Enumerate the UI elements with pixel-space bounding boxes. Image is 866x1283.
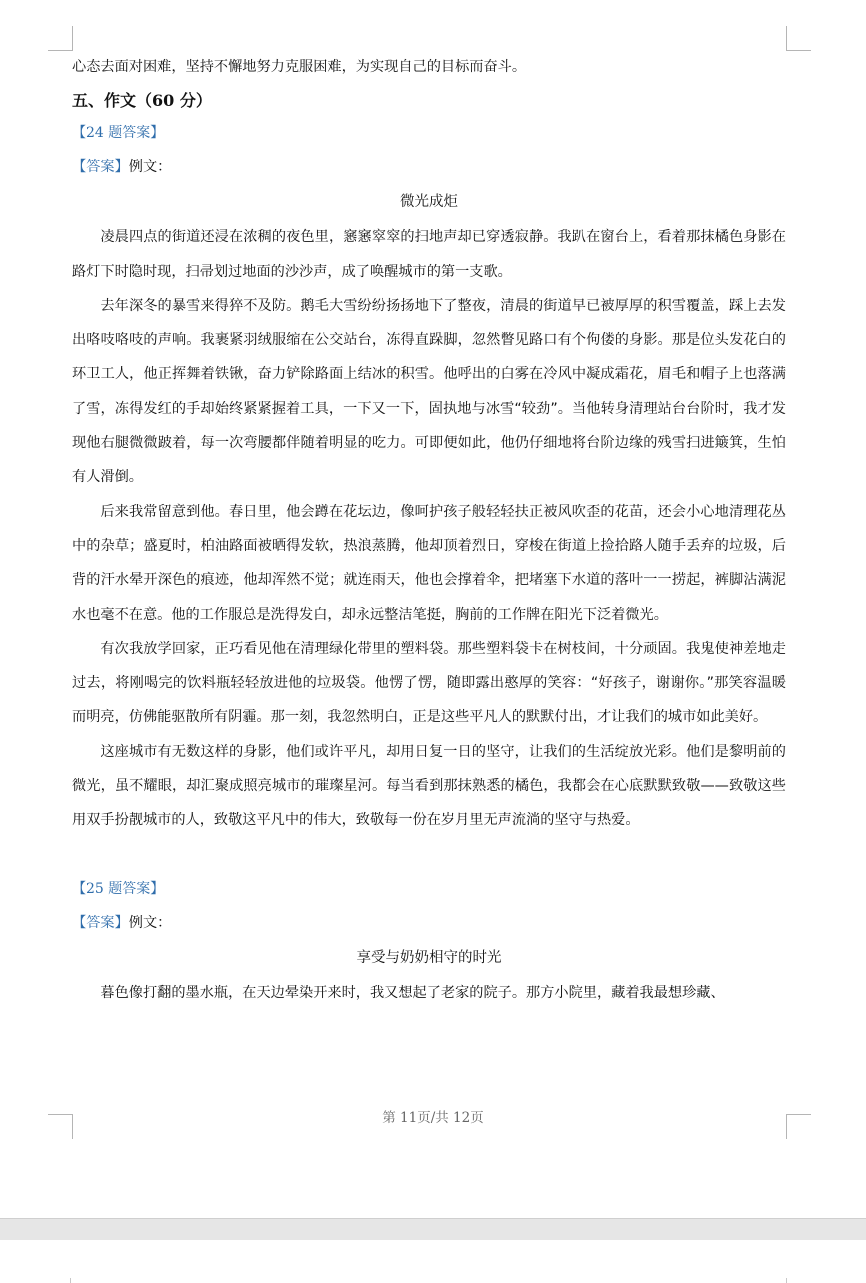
q25-answer-head <box>72 906 786 940</box>
page-content <box>72 50 786 1010</box>
q25-tag: 【25 题答案】 <box>72 880 165 897</box>
next-page-top <box>0 1240 866 1283</box>
q25-paragraph: 暮色像打翻的墨水瓶，在天边晕染开来时，我又想起了老家的院子。那方小院里，藏着我最想珍藏、 <box>100 984 725 1001</box>
crop-mark-top-left <box>48 26 73 51</box>
viewer-page-gap <box>0 1218 866 1241</box>
q24-answer-head <box>72 150 786 184</box>
q24-answer-label: 例文： <box>128 159 172 176</box>
q24-essay-title: 微光成炬 <box>400 194 458 211</box>
q24-paragraph: 后来我常留意到他。春日里，他会蹲在花坛边，像呵护孩子般轻轻扶正被风吹歪的花苗，还会小心地清理花丛中的杂草；盛夏时，柏油路面被晒得发软，热浪蒸腾，他却顶着烈日，穿梭在街道上捡拾路人随手丢弃的垃圾，后背的汗水晕开深色的痕迹，他却浑然不觉；就连雨天，他也会撑着伞，把堵塞下水道的落叶一一捞起，裤脚沾满泥水也毫不在意。他的工作服总是洗得发白，却永远整洁笔挺，胸前的工作牌在阳光下泛着微光。 <box>72 503 786 623</box>
q24-paragraph: 这座城市有无数这样的身影，他们或许平凡，却用日复一日的坚守，让我们的生活绽放光彩。他们是黎明前的微光，虽不耀眼，却汇聚成照亮城市的璀璨星河。每当看到那抹熟悉的橘色，我都会在心底默默致敬——致敬这些用双手扮靓城市的人，致敬这平凡中的伟大，致敬每一份在岁月里无声流淌的坚守与热爱。 <box>72 743 786 829</box>
q24-paragraph: 有次我放学回家，正巧看见他在清理绿化带里的塑料袋。那些塑料袋卡在树枝间，十分顽固。我鬼使神差地走过去，将刚喝完的饮料瓶轻轻放进他的垃圾袋。他愣了愣，随即露出憨厚的笑容：“好孩子，谢谢你。”那笑容温暖而明亮，仿佛能驱散所有阴霾。那一刻，我忽然明白，正是这些平凡人的默默付出，才让我们的城市如此美好。 <box>72 640 786 726</box>
intro-line: 心态去面对困难，坚持不懈地努力克服困难，为实现自己的目标而奋斗。 <box>72 59 527 75</box>
q24-answer-tag: 【答案】 <box>72 159 129 176</box>
section-title: 五、作文（60 分） <box>72 91 212 111</box>
q25-essay-title: 享受与奶奶相守的时光 <box>356 949 502 966</box>
q25-answer-tag: 【答案】 <box>72 914 129 931</box>
q25-answer-label: 例文： <box>128 914 172 931</box>
q24-paragraph: 去年深冬的暴雪来得猝不及防。鹅毛大雪纷纷扬扬地下了整夜，清晨的街道早已被厚厚的积雪覆盖，踩上去发出咯吱咯吱的声响。我裹紧羽绒服缩在公交站台，冻得直跺脚，忽然瞥见路口有个佝偻的身影。那是位头发花白的环卫工人，他正挥舞着铁锹，奋力铲除路面上结冰的积雪。他呼出的白雾在冷风中凝成霜花，眉毛和帽子上也落满了雪，冻得发红的手却始终紧紧握着工具，一下又一下，固执地与冰雪“较劲”。当他转身清理站台台阶时，我才发现他右腿微微跛着，每一次弯腰都伴随着明显的吃力。可即便如此，他仍仔细地将台阶边缘的残雪扫进簸箕，生怕有人滑倒。 <box>72 297 786 486</box>
q24-paragraph: 凌晨四点的街道还浸在浓稠的夜色里，窸窸窣窣的扫地声却已穿透寂静。我趴在窗台上，看着那抹橘色身影在路灯下时隐时现，扫帚划过地面的沙沙声，成了唤醒城市的第一支歌。 <box>72 229 786 280</box>
spacer <box>72 838 786 872</box>
next-page-crop-mark-right <box>786 1278 787 1283</box>
page-footer: 第 11页/共 12页 <box>382 1110 484 1126</box>
q24-tag: 【24 题答案】 <box>72 125 165 142</box>
next-page-crop-mark-left <box>70 1278 71 1283</box>
crop-mark-top-right <box>786 26 811 51</box>
